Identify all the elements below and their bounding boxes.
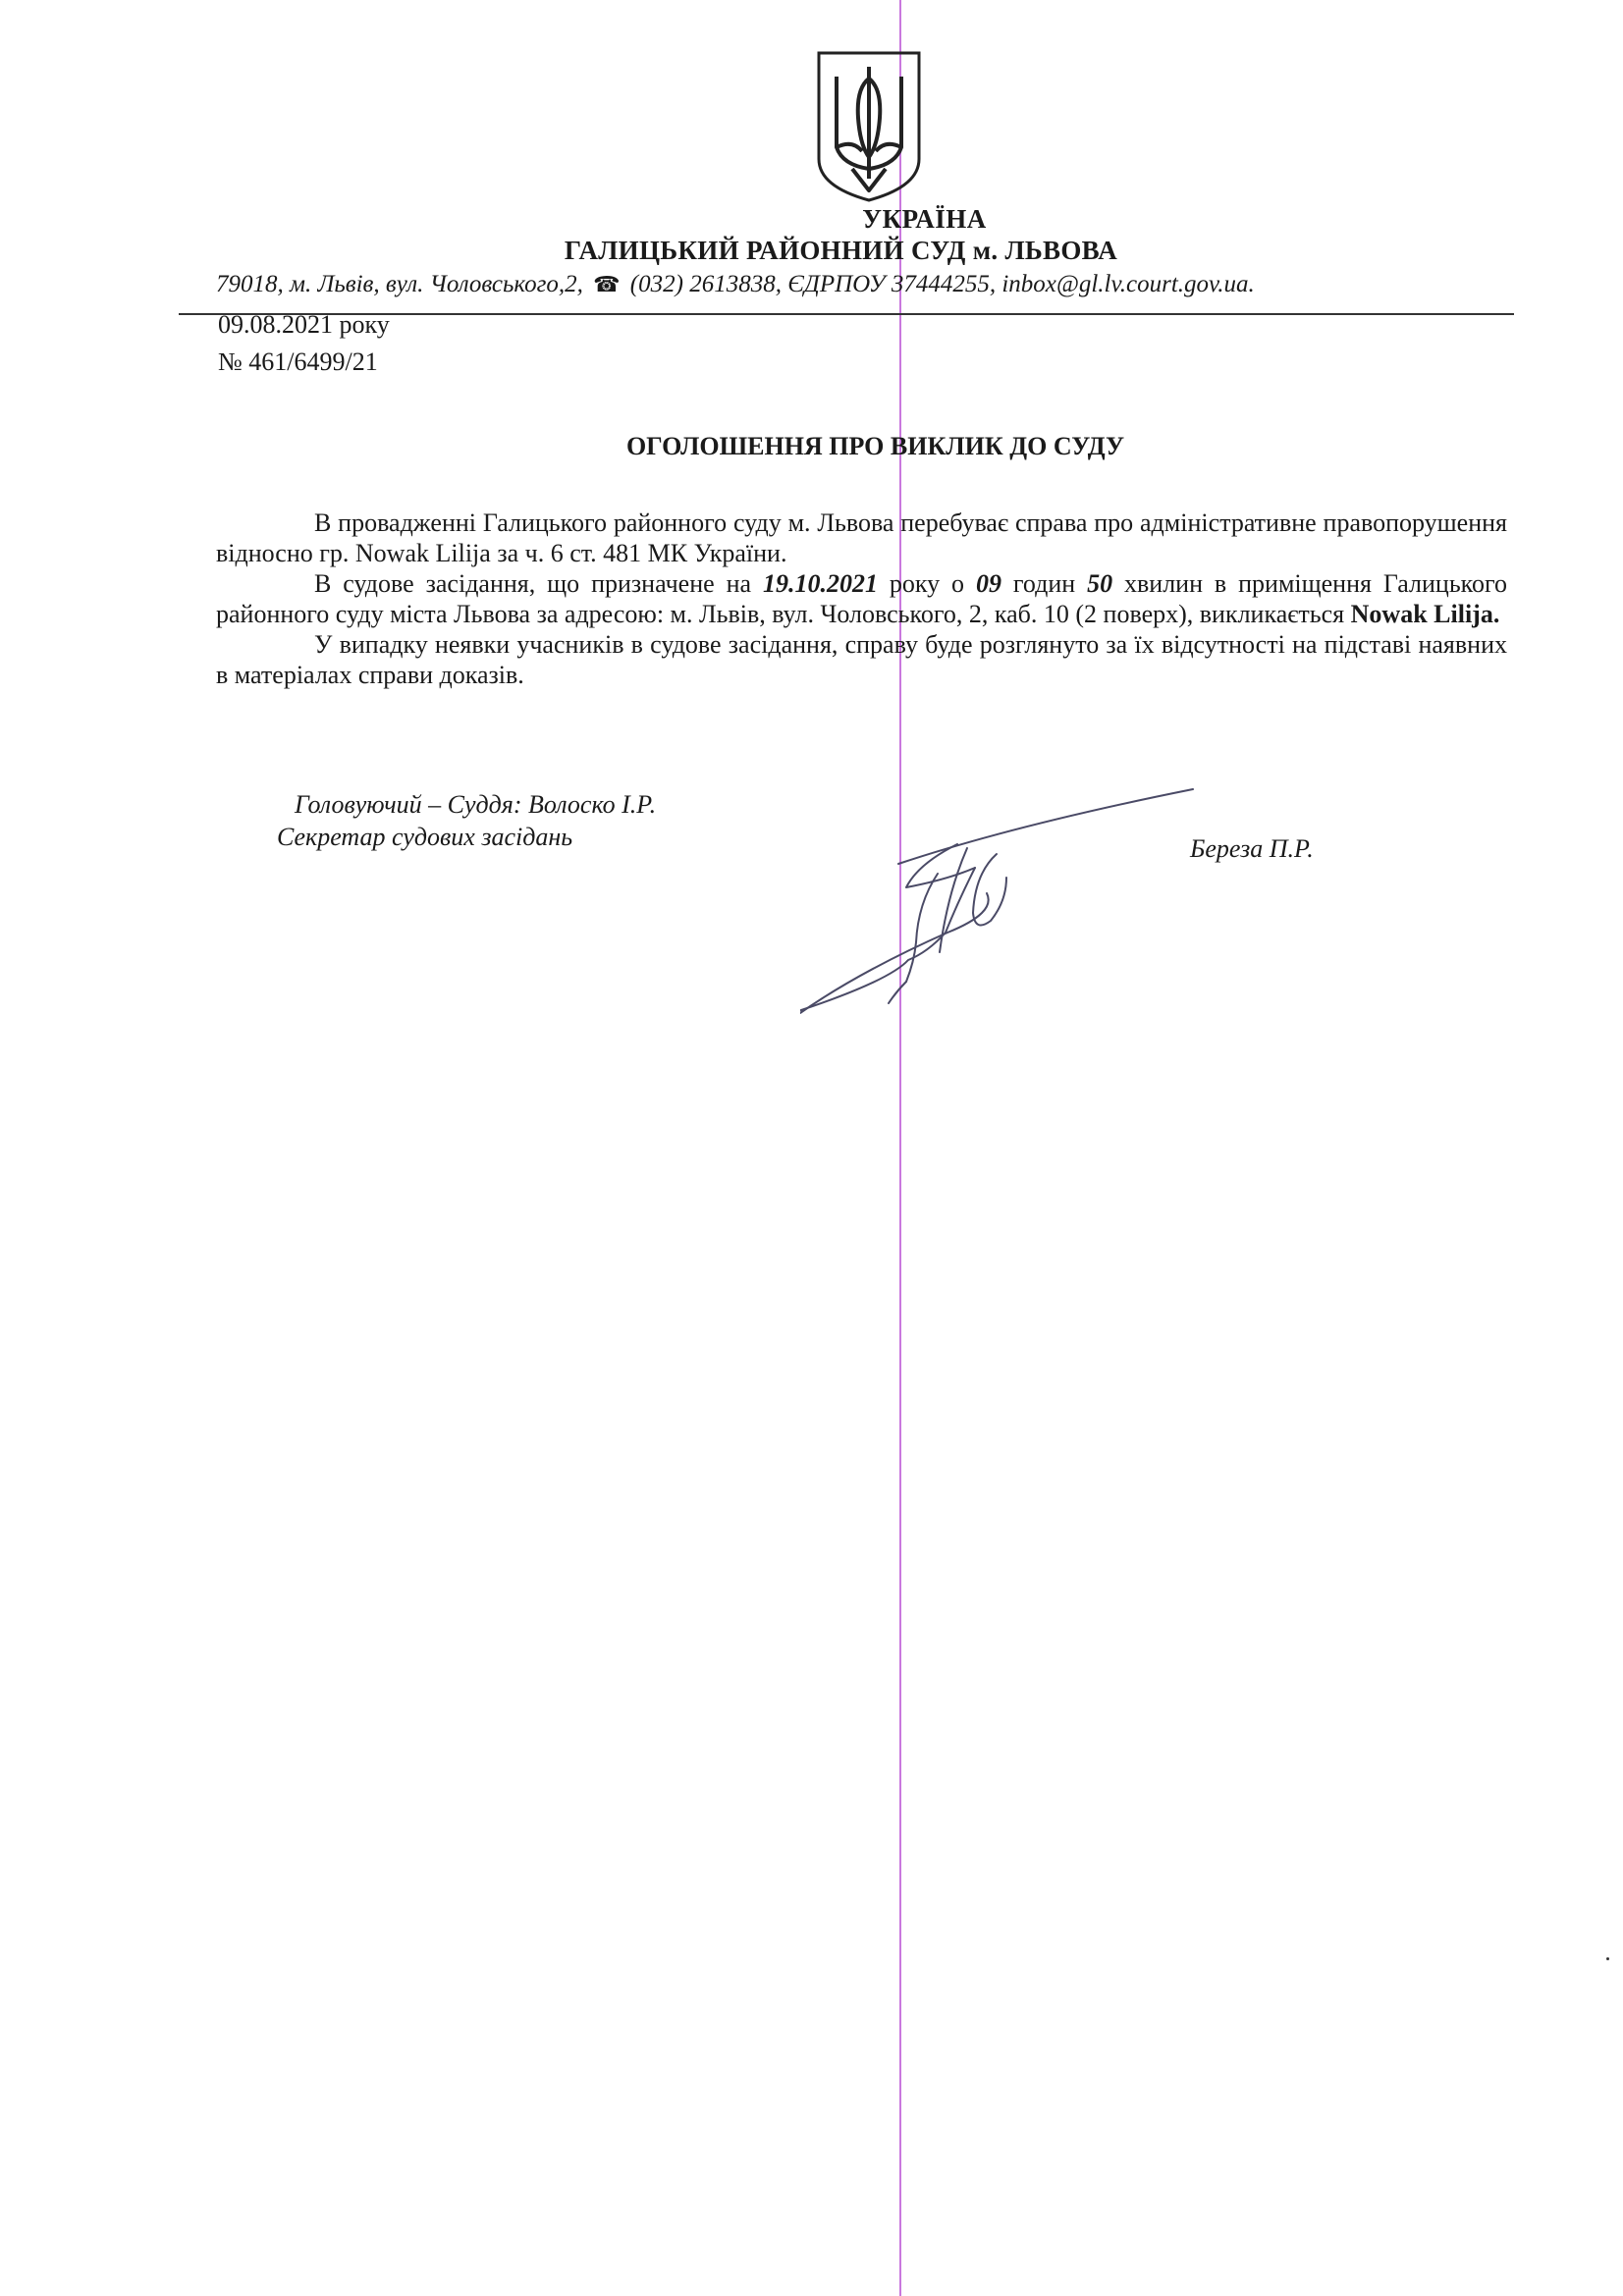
secretary-name: Береза П.Р. bbox=[1190, 834, 1314, 863]
secretary-line: Секретар судових засідань bbox=[277, 823, 573, 851]
signatory-roles bbox=[277, 788, 657, 853]
court-address bbox=[216, 271, 1255, 298]
address-contacts: (032) 2613838, ЄДРПОУ 37444255, inbox@gl.lv.court.gov.ua. bbox=[629, 271, 1255, 297]
address-street: 79018, м. Львів, вул. Чоловського,2, bbox=[216, 271, 583, 297]
summoned-person: Nowak Lilija. bbox=[1350, 600, 1500, 628]
scan-artifact-line bbox=[899, 0, 901, 2296]
paragraph-case: В провадженні Галицького районного суду м. Львова перебуває справа про адміністративне правопорушення відносно гр. Nowak Lilija за ч. 6 ст. 481 МК України. bbox=[216, 508, 1507, 567]
hearing-hour: 09 bbox=[975, 569, 1001, 598]
hearing-date: 19.10.2021 bbox=[762, 569, 878, 598]
document-number: № 461/6499/21 bbox=[218, 347, 378, 376]
document-body bbox=[216, 507, 1507, 690]
coat-of-arms-icon bbox=[813, 49, 925, 204]
phone-icon: ☎ bbox=[593, 272, 621, 296]
country-name: УКРАЇНА bbox=[862, 204, 987, 234]
hearing-minutes: 50 bbox=[1087, 569, 1113, 598]
document-title: ОГОЛОШЕННЯ ПРО ВИКЛИК ДО СУДУ bbox=[625, 432, 1125, 460]
judge-line: Головуючий – Суддя: Волоско І.Р. bbox=[295, 790, 657, 819]
paragraph-absence: У випадку неявки учасників в судове засідання, справу буде розглянуто за їх відсутності на підставі наявних в матеріалах справи доказів. bbox=[216, 630, 1507, 689]
handwritten-signature bbox=[800, 785, 1213, 1021]
scan-speck bbox=[1606, 1957, 1609, 1960]
paragraph-hearing: В судове засідання, що призначене на 19.10.2021 року о 09 годин 50 хвилин в приміщення Галицького районного суду міста Львова за адресою: м. Львів, вул. Чоловського, 2, каб. 10 (2 поверх), викликається Nowak Lilija. bbox=[216, 569, 1508, 628]
document-date: 09.08.2021 року bbox=[218, 310, 390, 339]
court-name: ГАЛИЦЬКИЙ РАЙОННИЙ СУД м. ЛЬВОВА bbox=[564, 236, 1118, 265]
